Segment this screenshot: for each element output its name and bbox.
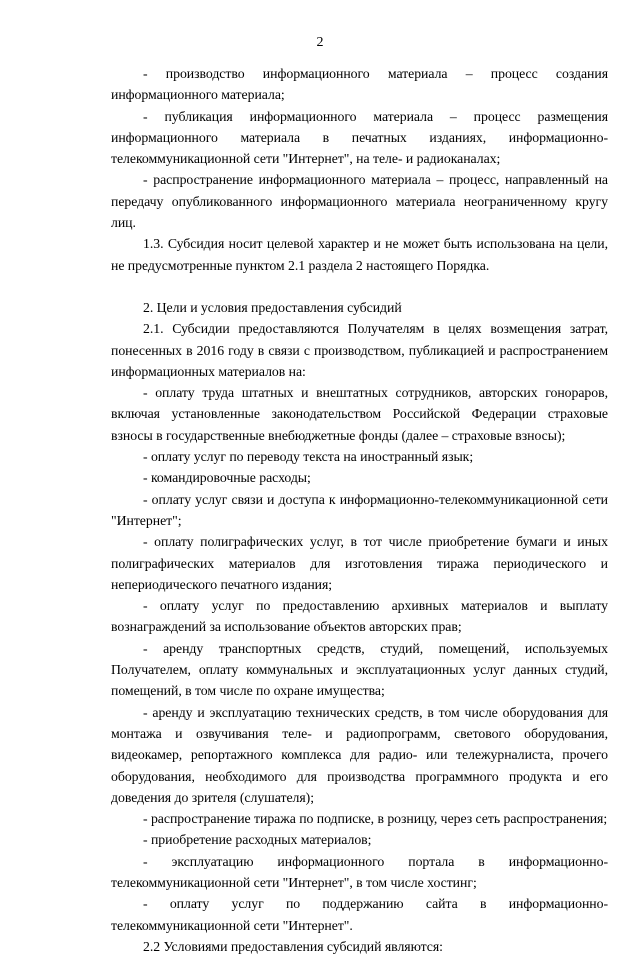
expense-item-archives: - оплату услуг по предоставлению архивных материалов и выплату вознаграждений за использование объектов авторских прав; xyxy=(111,598,608,635)
definition-publication: - публикация информационного материала – процесс размещения информационного материала в печатных изданиях, информационно-телекоммуникационной сети "Интернет", на теле- и радиоканалах; xyxy=(111,108,608,167)
expense-item-website: - оплату услуг по поддержанию сайта в информационно-телекоммуникационной сети "Интернет". xyxy=(111,896,608,933)
section-2-heading: 2. Цели и условия предоставления субсидий xyxy=(143,299,402,315)
definition-production: - производство информационного материала – процесс создания информационного материала; xyxy=(111,66,608,103)
expense-item-consumables: - приобретение расходных материалов; xyxy=(143,832,372,848)
expense-item-portal: - эксплуатацию информационного портала в информационно-телекоммуникационной сети "Интернет", в том числе хостинг; xyxy=(111,853,608,890)
clause-2-2: 2.2 Условиями предоставления субсидий являются: xyxy=(143,938,443,954)
expense-item-circulation: - распространение тиража по подписке, в розницу, через сеть распространения; xyxy=(143,811,608,827)
expense-item-translation: - оплату услуг по переводу текста на иностранный язык; xyxy=(143,449,474,465)
expense-item-equipment: - аренду и эксплуатацию технических средств, в том числе оборудования для монтажа и озвучивания теле- и радиопрограмм, светового оборудования, видеокамер, репортажного комплекса для радио- или тележурналиста, прочего оборудования, необходимого для производства программного продукта и его доведения до зрителя (слушателя); xyxy=(111,704,608,805)
expense-item-rent: - аренду транспортных средств, студий, помещений, используемых Получателем, оплату коммунальных и эксплуатационных услуг данных студий, помещений, в том числе по охране имущества; xyxy=(111,640,608,699)
document-body xyxy=(111,63,608,957)
expense-item-salaries: - оплату труда штатных и внештатных сотрудников, авторских гонораров, включая установленные законодательством Российской Федерации страховые взносы в государственные внебюджетные фонды (далее – страховые взносы); xyxy=(111,385,608,443)
page-number: 2 xyxy=(316,35,324,50)
definition-distribution: - распространение информационного материала – процесс, направленный на передачу опубликованного информационного материала неограниченному кругу лиц. xyxy=(111,172,608,231)
clause-1-3: 1.3. Субсидия носит целевой характер и не может быть использована на цели, не предусмотренные пунктом 2.1 раздела 2 настоящего Порядка. xyxy=(111,236,608,273)
clause-2-1: 2.1. Субсидии предоставляются Получателям в целях возмещения затрат, понесенных в 2016 году в связи с производством, публикацией и распространением информационных материалов на: xyxy=(111,321,608,379)
expense-item-printing: - оплату полиграфических услуг, в тот числе приобретение бумаги и иных полиграфических материалов для изготовления тиража периодического и непериодического печатного издания; xyxy=(111,534,608,592)
expense-item-communications: - оплату услуг связи и доступа к информационно-телекоммуникационной сети "Интернет"; xyxy=(111,491,608,528)
expense-item-travel: - командировочные расходы; xyxy=(143,470,311,486)
